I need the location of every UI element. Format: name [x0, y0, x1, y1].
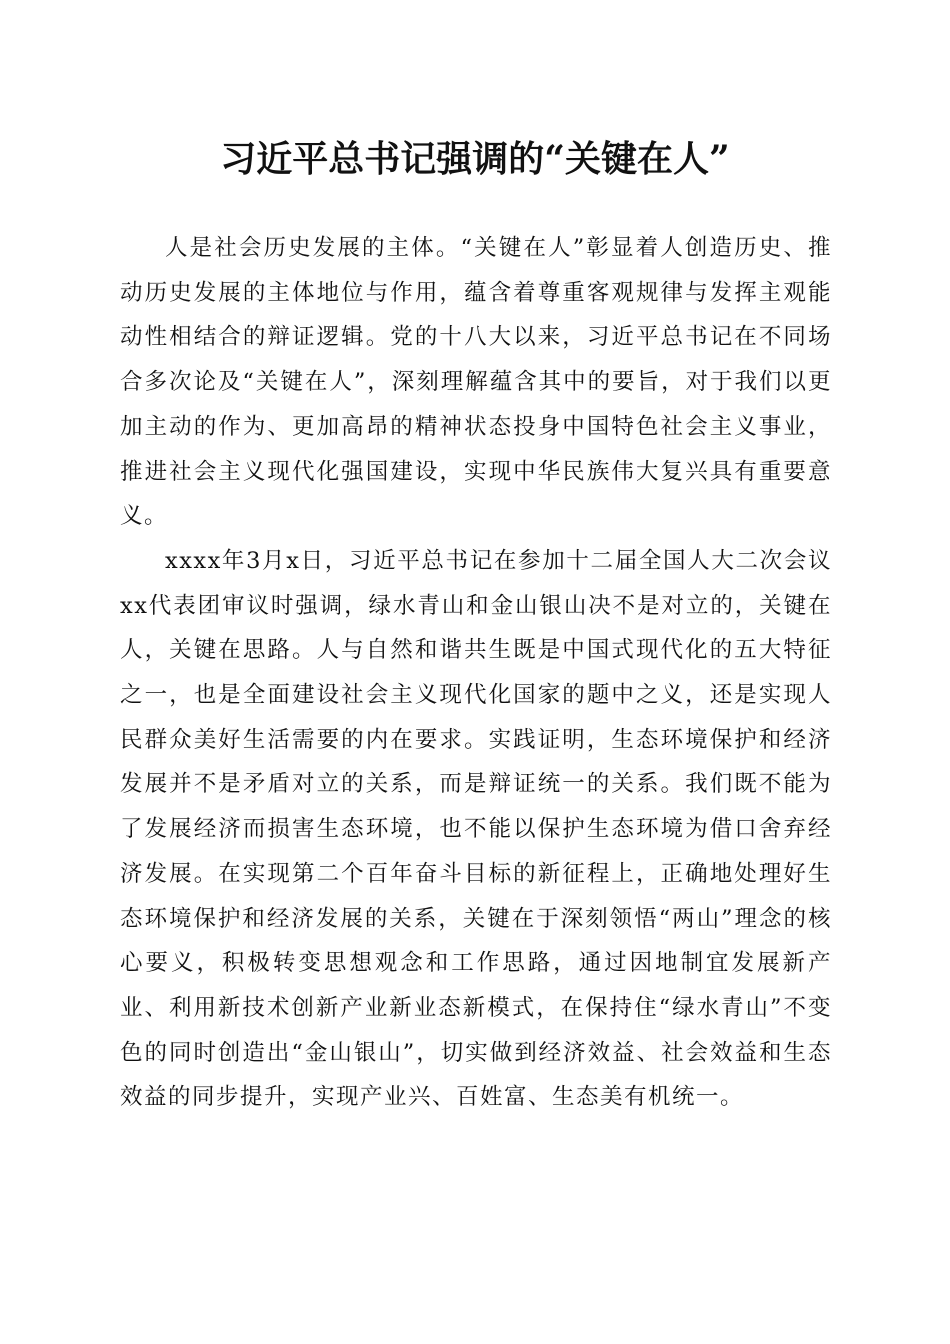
document-title: 习近平总书记强调的“关键在人”	[220, 138, 730, 180]
paragraph-1: 人是社会历史发展的主体。“关键在人”彰显着人创造历史、推动历史发展的主体地位与作用，蕴含着尊重客观规律与发挥主观能动性相结合的辩证逻辑。党的十八大以来，习近平总书记在不同场合多次论及“关键在人”，深刻理解蕴含其中的要旨，对于我们以更加主动的作为、更加高昂的精神状态投身中国特色社会主义事业，推进社会主义现代化强国建设，实现中华民族伟大复兴具有重要意义。	[120, 235, 832, 530]
document-body	[120, 226, 832, 1120]
paragraph-2: xxxx年3月x日，习近平总书记在参加十二届全国人大二次会议xx代表团审议时强调，绿水青山和金山银山决不是对立的，关键在人，关键在思路。人与自然和谐共生既是中国式现代化的五大特征之一，也是全面建设社会主义现代化国家的题中之义，还是实现人民群众美好生活需要的内在要求。实践证明，生态环境保护和经济发展并不是矛盾对立的关系，而是辩证统一的关系。我们既不能为了发展经济而损害生态环境，也不能以保护生态环境为借口舍弃经济发展。在实现第二个百年奋斗目标的新征程上，正确地处理好生态环境保护和经济发展的关系，关键在于深刻领悟“两山”理念的核心要义，积极转变思想观念和工作思路，通过因地制宜发展新产业、利用新技术创新产业新业态新模式，在保持住“绿水青山”不变色的同时创造出“金山银山”，切实做到经济效益、社会效益和生态效益的同步提升，实现产业兴、百姓富、生态美有机统一。	[120, 547, 832, 1111]
